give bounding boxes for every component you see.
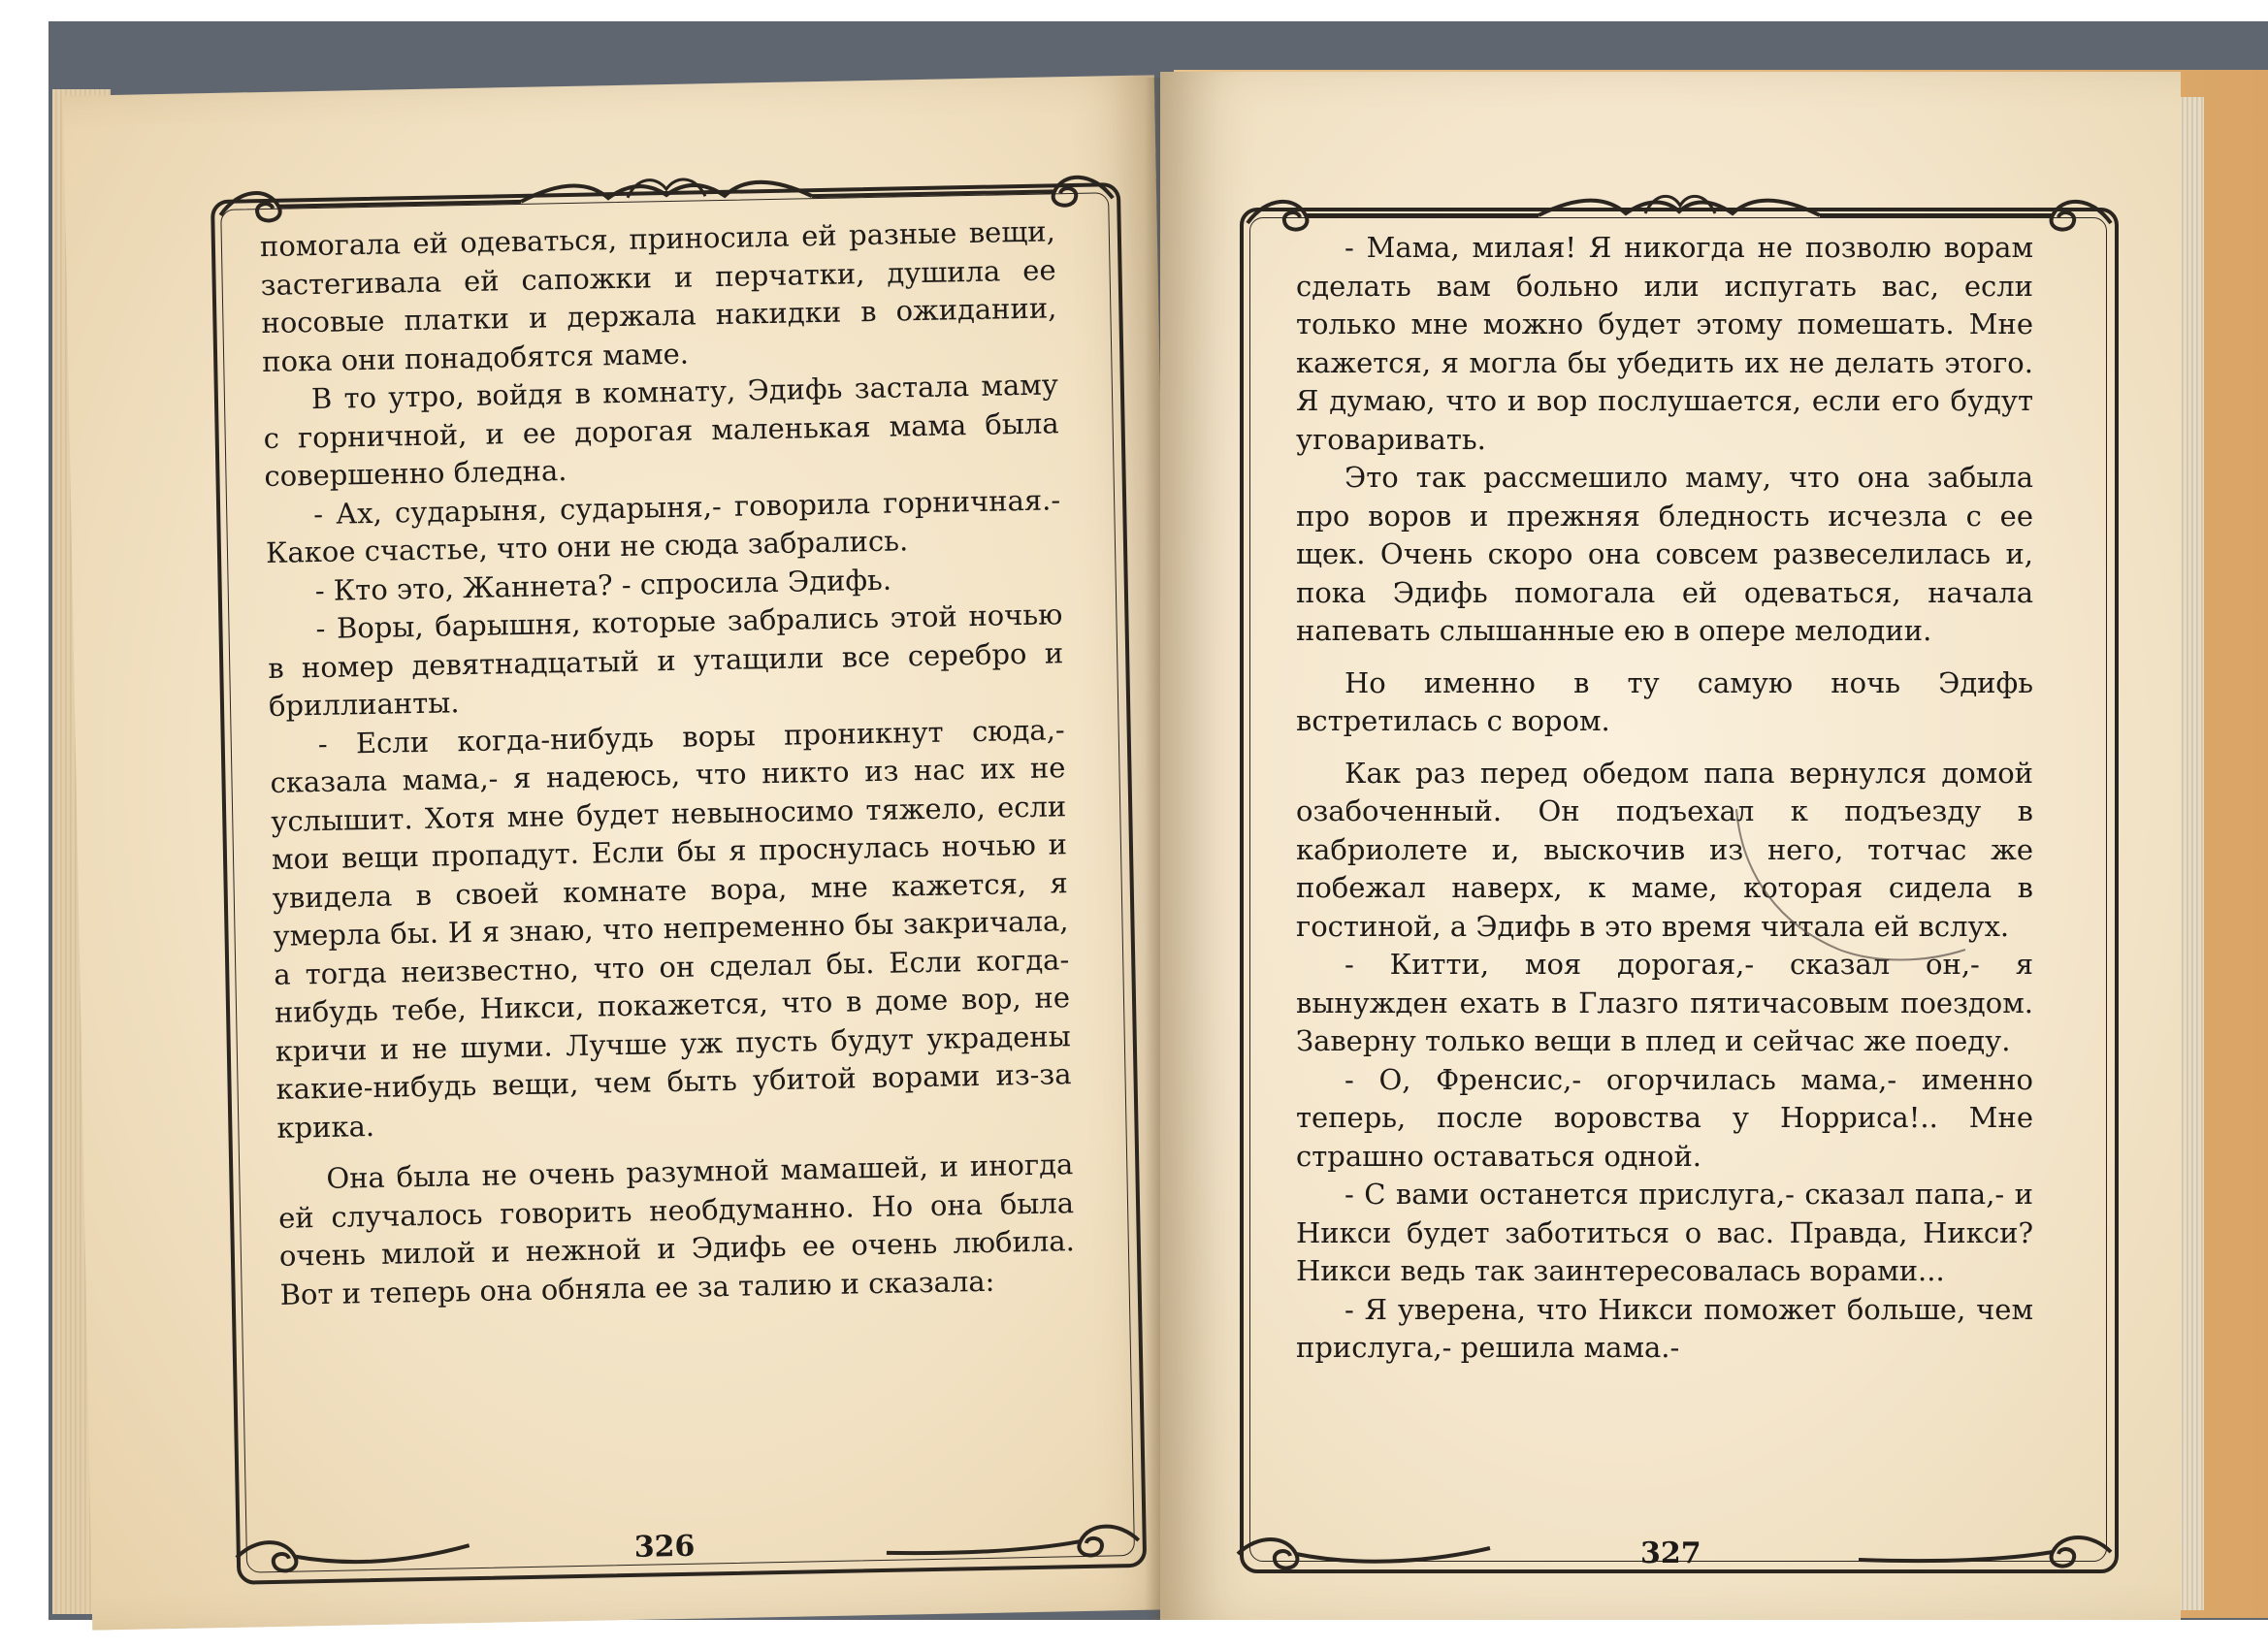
page-number: 326	[633, 1529, 696, 1565]
paragraph: - Мама, милая! Я никогда не позволю ворам сделать вам больно или испугать вас, если только мне можно будет этому помешать. Мне кажется, я могла бы убедить их не делать этого. Я думаю, что и вор послушается, если его будут уговаривать.	[1296, 231, 2033, 456]
paragraph: - О, Френсис,- огорчилась мама,- именно теперь, после воровства у Норриса!.. Мне страшно оставаться одной.	[1296, 1062, 2033, 1173]
paragraph: помогала ей одеваться, приносила ей разные вещи, застегивала ей сапожки и перчатки, душила ее носовые платки и держала накидки в ожидании, пока они понадобятся маме.	[259, 214, 1057, 378]
paragraph: - С вами останется прислуга,- сказал папа,- и Никси будет заботиться о вас. Правда, Никси? Никси ведь так заинтересовалась ворами...	[1296, 1178, 2033, 1287]
pencil-mark-icon	[1160, 72, 2181, 1620]
left-page	[63, 75, 1183, 1630]
left-bottom-right-ornament-icon	[866, 1511, 1158, 1575]
paragraph: - Воры, барышня, которые забрались этой ночью в номер девятнадцатый и утащили все серебро и бриллианты.	[267, 598, 1064, 723]
paragraph: - Ах, сударыня, сударыня,- говорила горничная.- Какое счастье, что они не сюда забрались.	[265, 482, 1061, 570]
page-number: 327	[1640, 1536, 1701, 1570]
paragraph: Это так рассмешило маму, что она забыла про воров и прежняя бледность исчезла с ее щек. Очень скоро она совсем развеселилась и, пока Эдифь помогала ей одеваться, начала напевать слышанные ею в опере мелодии.	[1296, 461, 2033, 647]
paragraph: - Если когда-нибудь воры проникнут сюда,- сказала мама,- я надеюсь, что никто из нас их не услышит. Хотя мне будет невыносимо тяжело, если мои вещи пропадут. Если бы я проснулась ночью и увидела в своей комнате вора, мне кажется, я умерла бы. И я знаю, что непременно бы закричала, а тогда неизвестно, что он сделал бы. Если когда-нибудь тебе, Никси, покажется, что в доме вор, не кричи и не шуми. Лучше уж пусть будут украдены какие-нибудь вещи, чем быть убитой ворами из-за крика.	[270, 712, 1072, 1145]
right-page	[1160, 72, 2181, 1620]
paragraph: - Я уверена, что Никси поможет больше, чем прислуга,- решила мама.-	[1296, 1292, 2033, 1364]
left-bottom-left-ornament-icon	[226, 1524, 499, 1587]
paragraph: Но именно в ту самую ночь Эдифь встретилась с вором.	[1296, 665, 2033, 737]
paragraph: Как раз перед обедом папа вернулся домой озабоченный. Он подъехал к подъезду в кабриолете и, выскочив из него, тотчас же побежал наверх, к маме, которая сидела в гостиной, а Эдифь в это время читала ей вслух.	[1296, 756, 2033, 943]
paragraph: - Кто это, Жаннета? - спросила Эдифь.	[314, 563, 892, 607]
paragraph: Она была не очень разумной мамашей, и иногда ей случалось говорить необдуманно. Но она была очень милой и нежной и Эдифь ее очень любила. Вот и теперь она обняла ее за талию и сказала:	[277, 1148, 1076, 1311]
paragraph: - Китти, моя дорогая,- сказал он,- я вынужден ехать в Глазго пятичасовым поездом. Заверну только вещи в плед и сейчас же поеду.	[1296, 948, 2033, 1057]
paragraph: В то утро, войдя в комнату, Эдифь застала маму с горничной, и ее дорогая маленькая мама была совершенно бледна.	[263, 368, 1059, 494]
left-page-text	[260, 212, 1076, 1314]
